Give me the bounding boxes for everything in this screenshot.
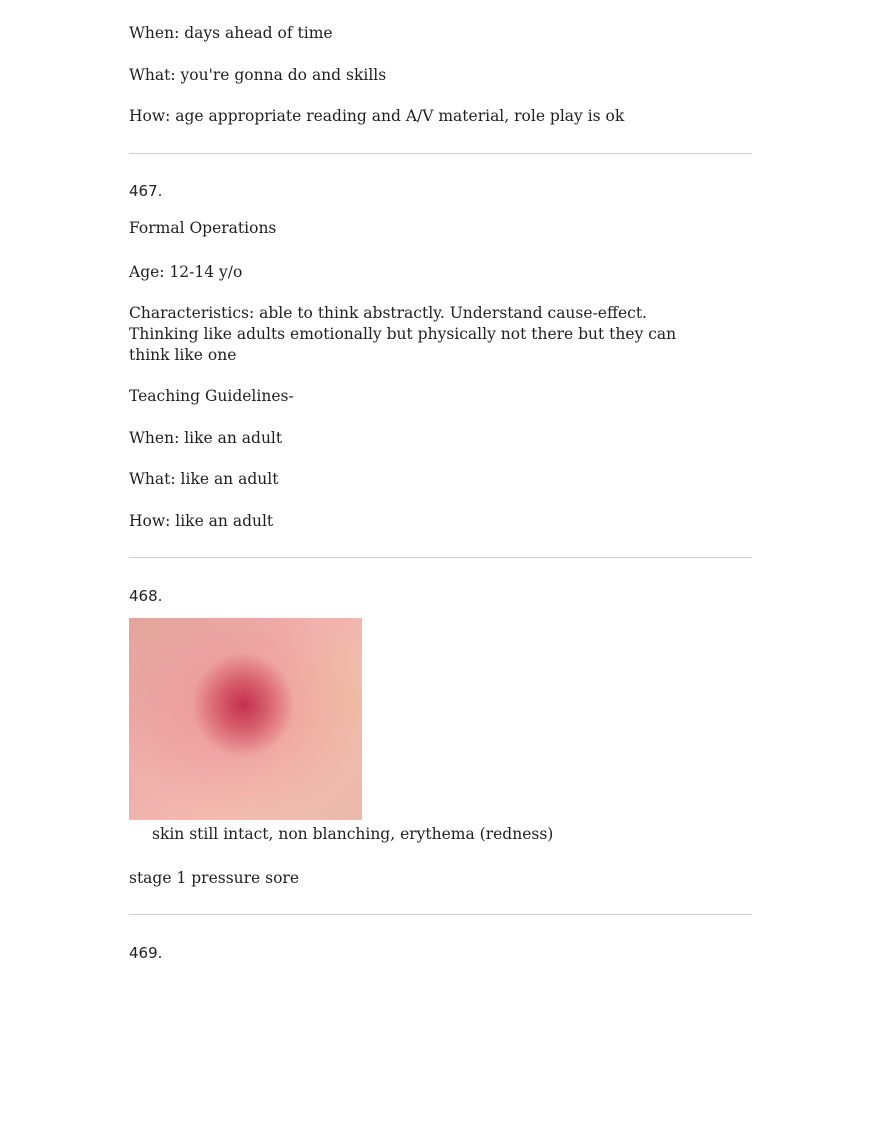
card-divider <box>129 914 752 915</box>
how-line: How: age appropriate reading and A/V material, role play is ok <box>129 107 625 125</box>
how-line: How: like an adult <box>129 512 274 530</box>
card-divider <box>129 557 752 558</box>
image-caption: skin still intact, non blanching, erythema (redness) <box>152 825 554 843</box>
when-line: When: like an adult <box>129 429 283 447</box>
what-line: What: you're gonna do and skills <box>129 66 387 84</box>
age-line: Age: 12-14 y/o <box>129 263 243 281</box>
card-number: 469. <box>129 944 163 962</box>
card-divider <box>129 153 752 154</box>
answer-line: stage 1 pressure sore <box>129 869 300 887</box>
card-number: 467. <box>129 182 163 200</box>
card-number: 468. <box>129 587 163 605</box>
pressure-sore-image <box>129 618 362 820</box>
characteristics-line: Characteristics: able to think abstractly. Understand cause-effect. Thinking like adults emotionally but physically not there but they can think like one <box>129 304 677 364</box>
when-line: When: days ahead of time <box>129 24 333 42</box>
card-title: Formal Operations <box>129 219 277 237</box>
what-line: What: like an adult <box>129 470 279 488</box>
guidelines-heading: Teaching Guidelines- <box>129 387 294 405</box>
